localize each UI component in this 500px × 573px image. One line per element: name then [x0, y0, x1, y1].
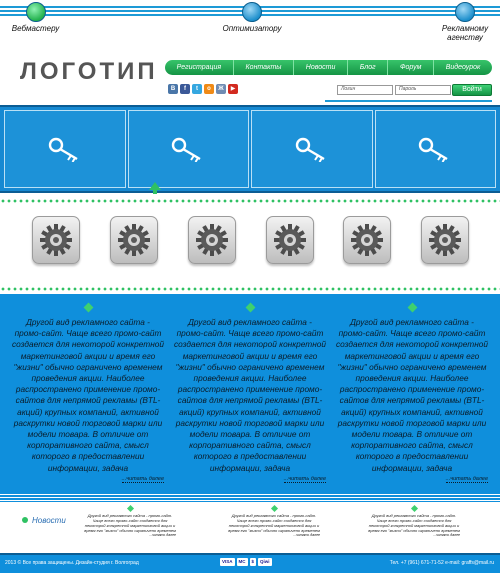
decorative-stripes	[0, 494, 500, 502]
password-input[interactable]: Пароль	[395, 85, 451, 95]
key-icon	[294, 136, 330, 162]
news-text: Другой вид рекламного сайта - промо-сайт. Чаще всего промо-сайт создается для некоторой конкретной маркетинговой акции и время его "жизни" обычно ограничено временем	[368, 513, 460, 533]
youtube-icon[interactable]: ▶	[228, 84, 238, 94]
bullet-icon	[242, 2, 262, 22]
news-title: Новости	[32, 516, 66, 525]
settings-tile[interactable]	[110, 216, 158, 264]
gear-row	[0, 216, 500, 270]
copyright-text: 2013 © Все права защищены. Дизайн-студия г. Волгоград	[5, 560, 139, 566]
contacts-text: Тел. +7 (961) 671-71-52 e-mail: graffs@mail.ru	[389, 560, 494, 566]
nav-item-blog[interactable]: Блог	[348, 60, 388, 75]
mastercard-icon: MC	[238, 559, 246, 564]
active-bullet-icon	[26, 2, 46, 22]
audience-optimizer[interactable]	[220, 0, 284, 33]
site-logo[interactable]: ЛОГОТИП	[20, 58, 158, 85]
visa-icon: VISA	[222, 559, 233, 564]
key-tile[interactable]	[375, 110, 497, 188]
vk-icon[interactable]: B	[168, 84, 178, 94]
read-more-link[interactable]: ...читать далее	[121, 475, 164, 482]
main-nav	[165, 60, 492, 75]
odnoklassniki-icon[interactable]: o	[204, 84, 214, 94]
nav-item-news[interactable]: Новости	[294, 60, 348, 75]
article-text: Другой вид рекламного сайта - промо-сайт. Чаще всего промо-сайт создается для некоторой конкретной маркетинговой акции и время его "жизни" обычно ограничено временем проведения акции. Наиболее распространено применение промо-сайтов для непрямой рекламы (BTL-акций) крупных компаний, активной раскрутки новой торговой марки или модели товара. В отличие от корпоративного сайта, смысл которого в предоставлении информации, задача	[174, 317, 327, 473]
gear-icon	[350, 223, 384, 257]
enter-button[interactable]: Войти	[452, 84, 492, 96]
settings-tile[interactable]	[343, 216, 391, 264]
settings-tile[interactable]	[188, 216, 236, 264]
key-icon	[417, 136, 453, 162]
audience-band	[0, 0, 500, 48]
social-links	[168, 84, 238, 94]
article-text: Другой вид рекламного сайта - промо-сайт. Чаще всего промо-сайт создается для некоторой конкретной маркетинговой акции и время его "жизни" обычно ограничено временем проведения акции. Наиболее распространено применение промо-сайтов для непрямой рекламы (BTL-акций) крупных компаний, активной раскрутки новой торговой марки или модели товара. В отличие от корпоративного сайта, смысл которого в предоставлении информации, задача	[336, 317, 489, 473]
key-tile[interactable]	[128, 110, 250, 188]
audience-agency[interactable]	[436, 0, 494, 42]
audience-label: Вебмастеру	[11, 24, 60, 33]
article-text: Другой вид рекламного сайта - промо-сайт. Чаще всего промо-сайт создается для некоторой конкретной маркетинговой акции и время его "жизни" обычно ограничено временем проведения акции. Наиболее распространено применение промо-сайтов для непрямой рекламы (BTL-акций) крупных компаний, активной раскрутки новой торговой марки или модели товара. В отличие от корпоративного сайта, смысл которого в предоставлении информации, задача	[12, 317, 165, 473]
article-card	[336, 304, 488, 483]
news-item	[84, 506, 176, 537]
diamond-icon	[410, 505, 417, 512]
news-heading[interactable]	[22, 516, 66, 525]
gear-icon	[39, 223, 73, 257]
settings-tile[interactable]	[266, 216, 314, 264]
news-item	[228, 506, 320, 537]
audience-webmaster[interactable]	[8, 0, 63, 33]
read-more-link[interactable]: ...читать далее	[433, 533, 460, 537]
audience-label: Оптимизатору	[222, 24, 282, 33]
divider	[325, 100, 492, 102]
gear-icon	[273, 223, 307, 257]
qiwi-icon: Qiwi	[260, 559, 270, 564]
key-icon	[47, 136, 83, 162]
read-more-link[interactable]: ...читать далее	[445, 475, 488, 482]
news-text: Другой вид рекламного сайта - промо-сайт. Чаще всего промо-сайт создается для некоторой конкретной маркетинговой акции и время его "жизни" обычно ограничено временем	[84, 513, 176, 533]
news-item	[368, 506, 460, 537]
gear-icon	[195, 223, 229, 257]
nav-item-contacts[interactable]: Контакты	[234, 60, 294, 75]
settings-tile[interactable]	[421, 216, 469, 264]
livejournal-icon[interactable]: Ж	[216, 84, 226, 94]
diamond-icon	[245, 303, 255, 313]
audience-label: Рекламному агенству	[441, 24, 489, 42]
article-card	[12, 304, 164, 483]
nav-item-registration[interactable]: Регистрация	[165, 60, 234, 75]
twitter-icon[interactable]: t	[192, 84, 202, 94]
gear-icon	[428, 223, 462, 257]
key-icon	[170, 136, 206, 162]
dotted-divider	[0, 199, 500, 203]
webmoney-icon: $	[251, 559, 255, 564]
nav-item-forum[interactable]: Форум	[388, 60, 434, 75]
gear-icon	[117, 223, 151, 257]
read-more-link[interactable]: ...читать далее	[149, 533, 176, 537]
footer	[0, 553, 500, 573]
diamond-icon	[270, 505, 277, 512]
bullet-icon	[455, 2, 475, 22]
read-more-link[interactable]: ...читать далее	[293, 533, 320, 537]
key-tile[interactable]	[4, 110, 126, 188]
key-tile[interactable]	[251, 110, 373, 188]
bullet-icon	[22, 517, 28, 523]
articles-section	[0, 294, 500, 502]
diamond-icon	[407, 303, 417, 313]
diamond-icon	[83, 303, 93, 313]
article-card	[174, 304, 326, 483]
dotted-divider	[0, 287, 500, 291]
payment-icons	[220, 558, 272, 566]
key-panel	[0, 105, 500, 193]
facebook-icon[interactable]: f	[180, 84, 190, 94]
nav-item-videolesson[interactable]: Видеоурок	[445, 64, 481, 71]
read-more-link[interactable]: ...читать далее	[283, 475, 326, 482]
settings-tile[interactable]	[32, 216, 80, 264]
diamond-icon	[126, 505, 133, 512]
arrow-up-icon	[148, 181, 162, 195]
news-text: Другой вид рекламного сайта - промо-сайт. Чаще всего промо-сайт создается для некоторой конкретной маркетинговой акции и время его "жизни" обычно ограничено временем	[228, 513, 320, 533]
login-input[interactable]: Логин	[337, 85, 393, 95]
